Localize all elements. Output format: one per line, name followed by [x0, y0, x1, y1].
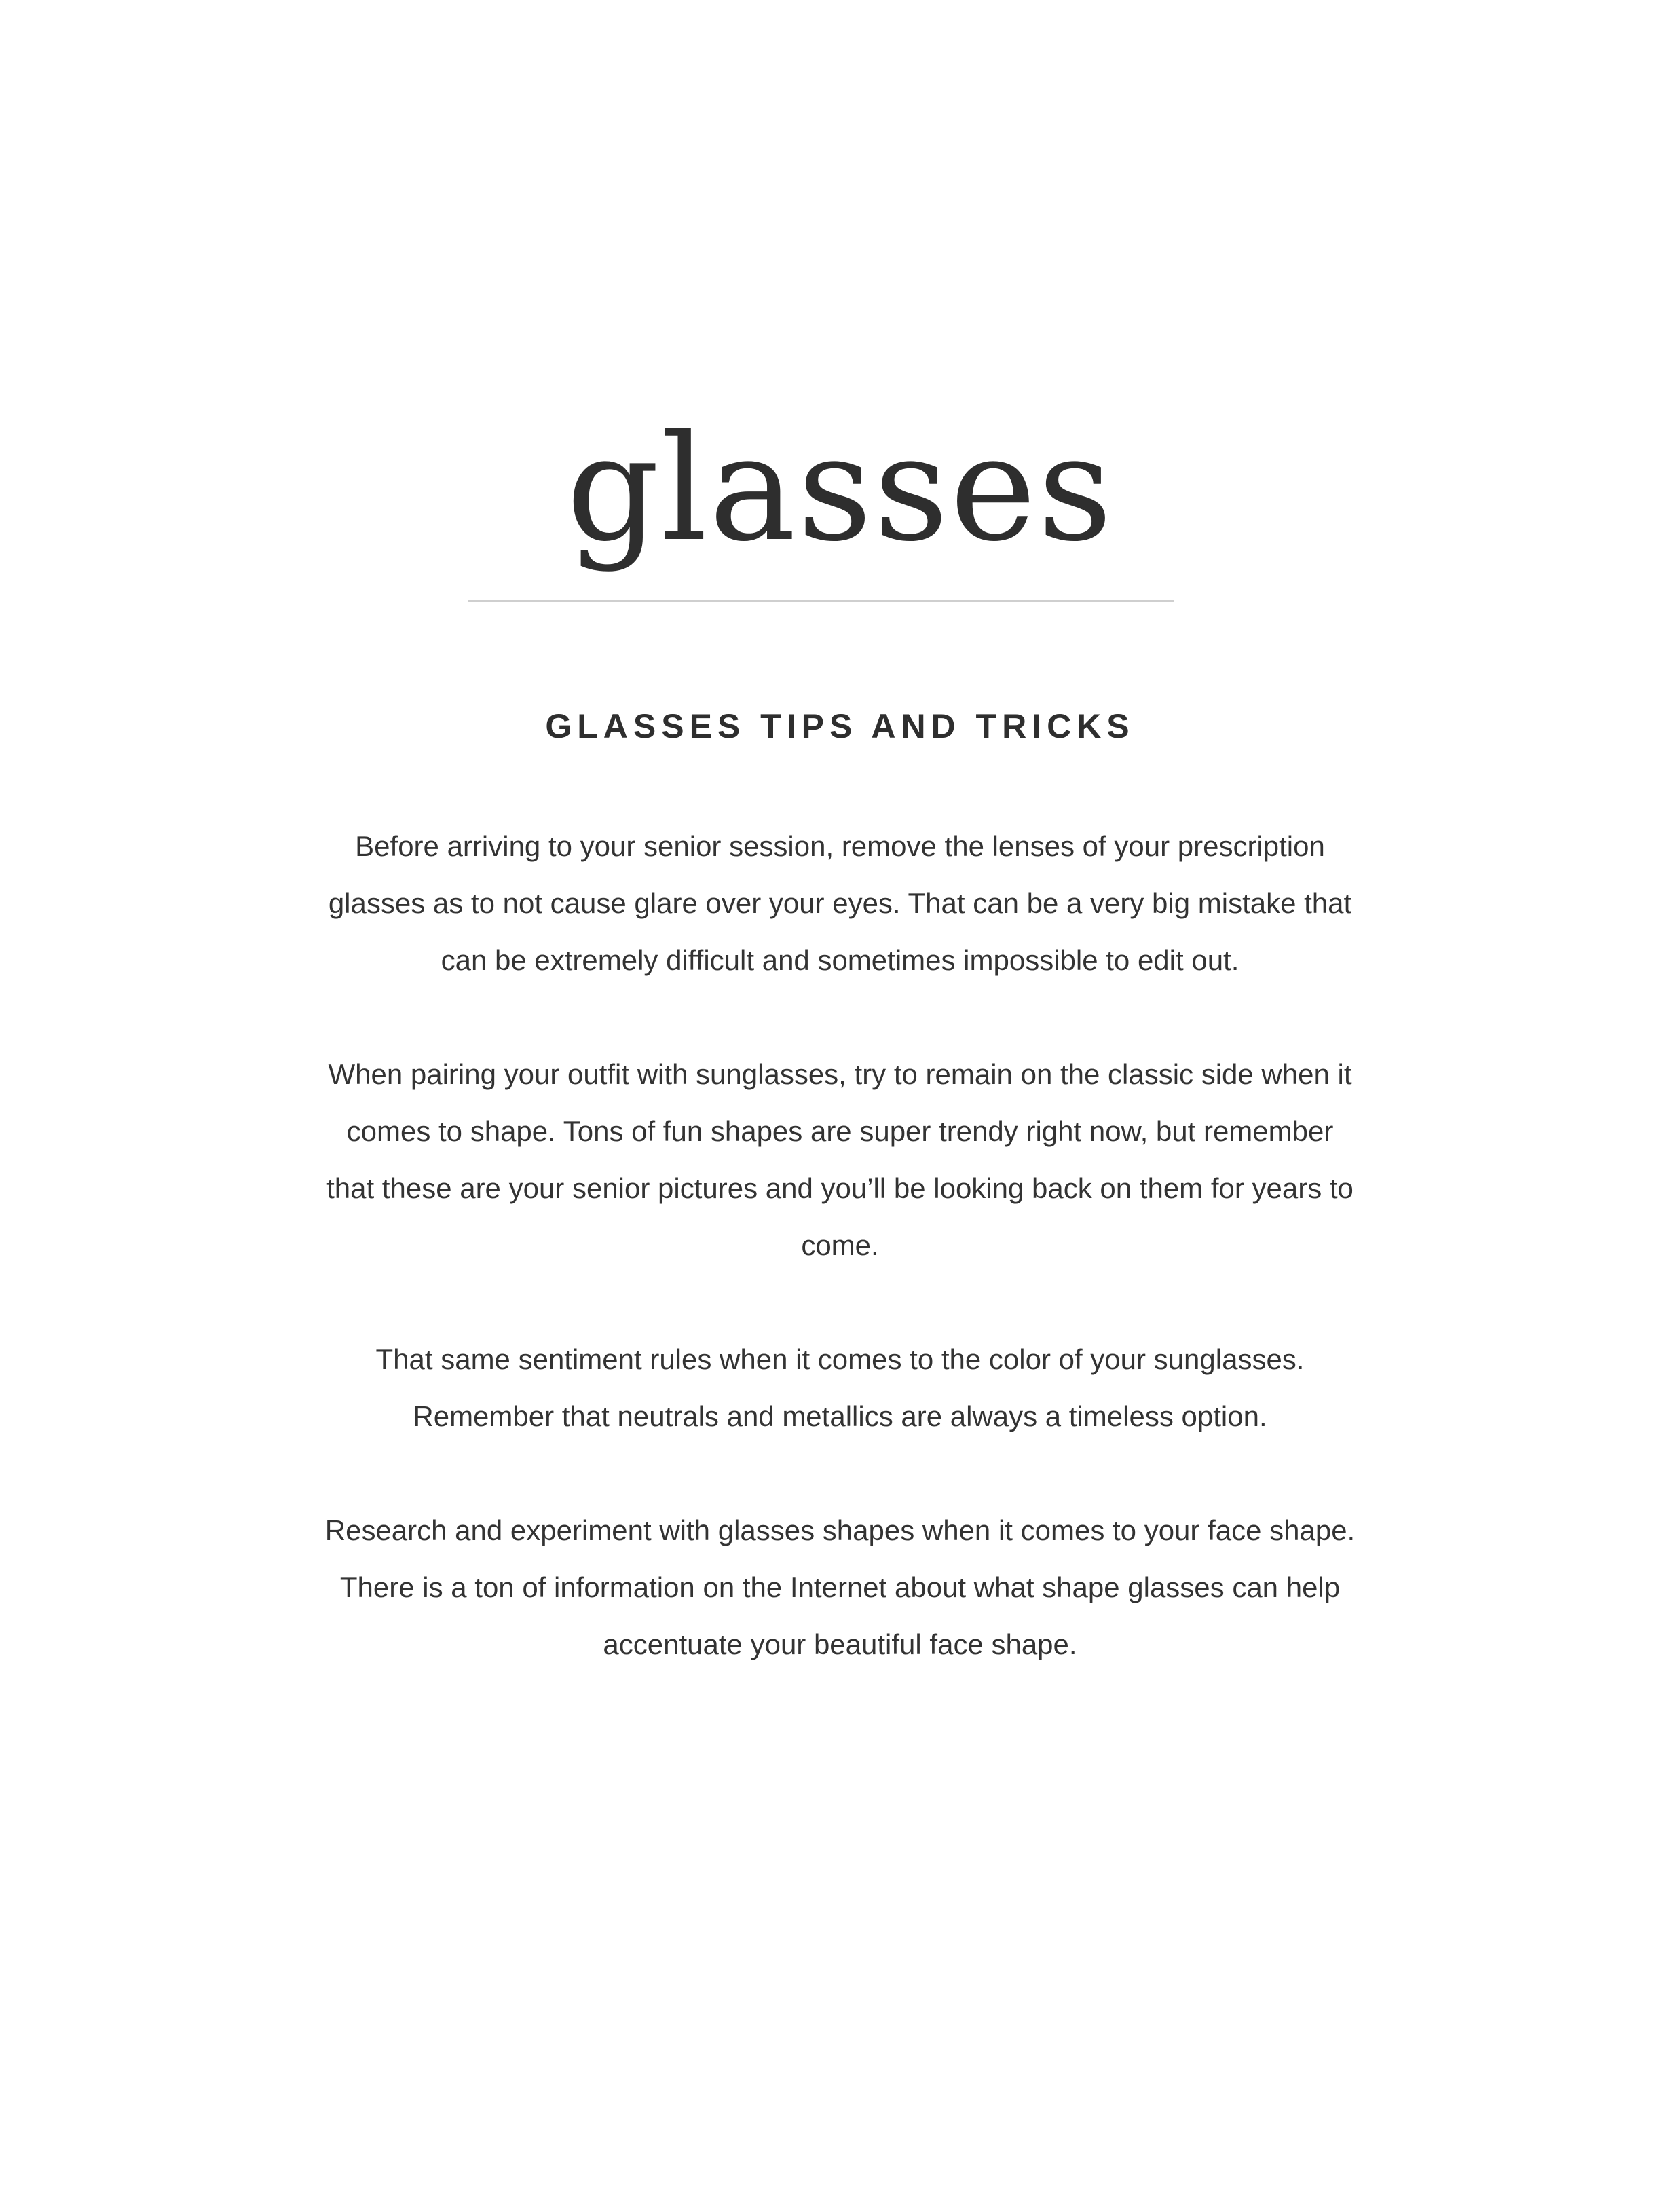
paragraph-lenses: Before arriving to your senior session, remove the lenses of your prescription glasses as to not cause glare over your eyes. That can be a very big mistake that can be extremely difficult and sometimes impossible to edit out. [328, 830, 1352, 976]
title-divider [468, 600, 1174, 602]
paragraph-color: That same sentiment rules when it comes to the color of your sunglasses. Remember that neutrals and metallics are always a timeless option. [375, 1343, 1305, 1432]
page-title: glasses [566, 403, 1114, 574]
paragraph-face-shape: Research and experiment with glasses shapes when it comes to your face shape. There is a ton of information on the Internet about what shape glasses can help accentuate your beautiful face shape. [324, 1514, 1356, 1660]
body-text [319, 818, 1361, 1730]
section-heading: GLASSES TIPS AND TRICKS [545, 707, 1135, 745]
paragraph-shape: When pairing your outfit with sunglasses, try to remain on the classic side when it comes to shape. Tons of fun shapes are super trendy right now, but remember that these are your senior pictures and you’ll be looking back on them for years to come. [326, 1058, 1354, 1261]
